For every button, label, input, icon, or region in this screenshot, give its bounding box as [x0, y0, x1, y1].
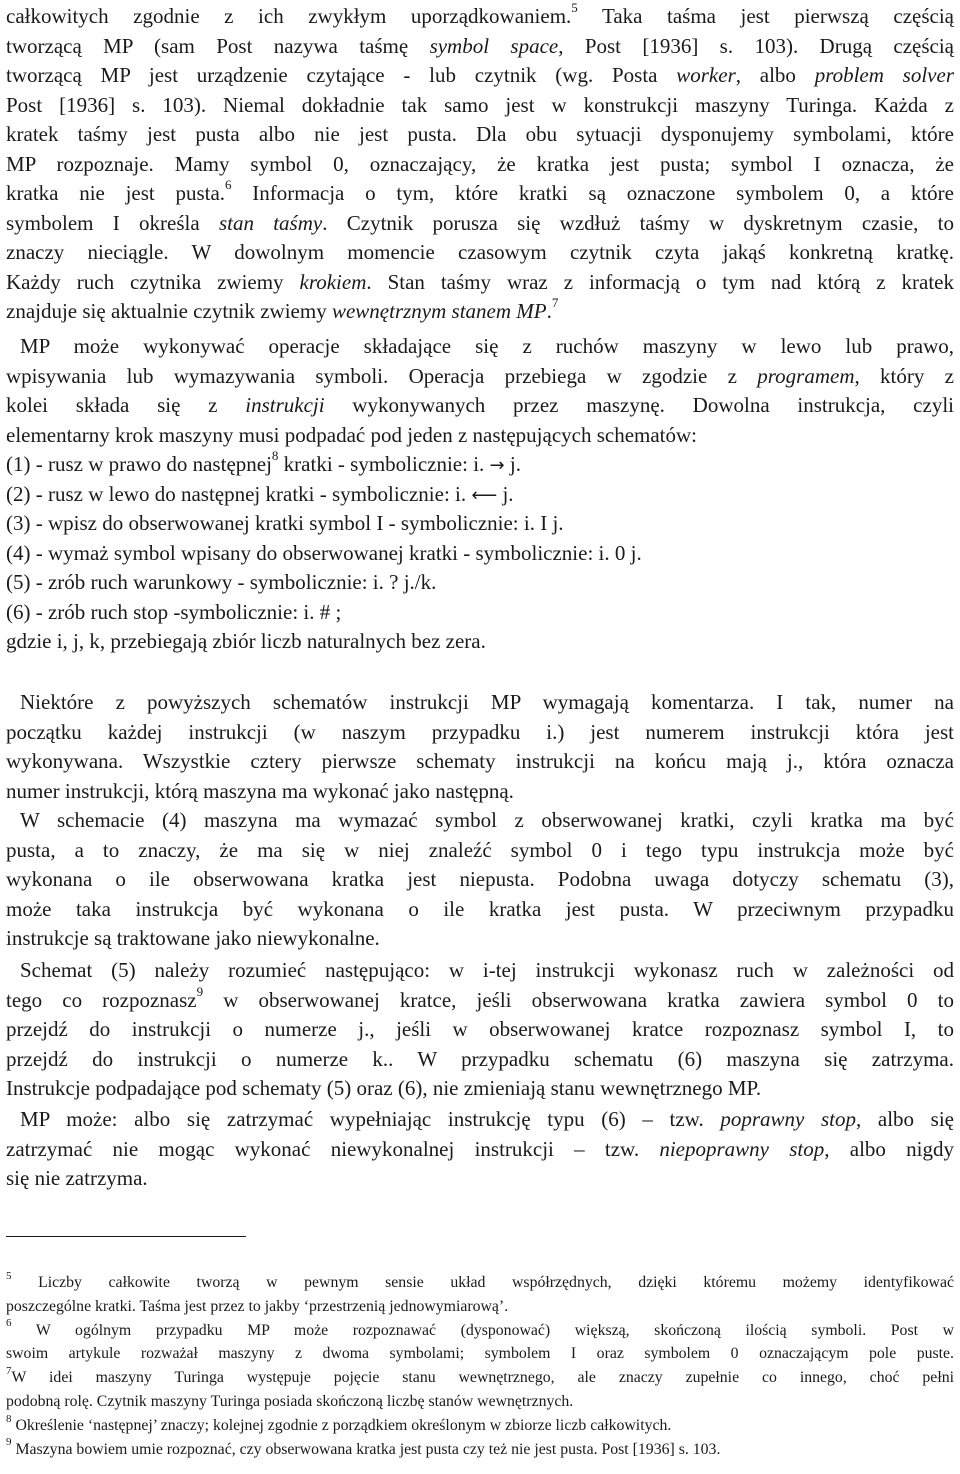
schema-item-4: (4) - wymaż symbol wpisany do obserwowanej kratki - symbolicznie: i. 0 j.: [6, 540, 642, 565]
text-line: MP rozpoznaje. Mamy symbol 0, oznaczający, że kratka jest pusta; symbol I oznacza, że: [6, 151, 954, 176]
footnote-9: $^9$ Maszyna bowiem umie rozpoznać, czy obserwowana kratka jest pusta czy też nie jest pusta. Post [1936] s. 103.: [6, 1436, 721, 1458]
text-line: Niektóre z powyższych schematów instrukcji MP wymagają komentarza. I tak, numer na: [20, 690, 954, 714]
text-line: początku każdej instrukcji (w naszym przypadku i.) jest numerem instrukcji która jest: [6, 719, 954, 744]
footnote-ref-7[interactable]: 7: [551, 295, 559, 310]
footnote-6: $^6$ W ogólnym przypadku MP może rozpoznawać (dysponować) większą, skończoną ilością symboli. Post w: [6, 1317, 954, 1339]
left-arrow-icon: ⟵: [471, 484, 498, 506]
paragraph-5: [6, 956, 954, 1104]
text-line: kratek taśmy jest pusta albo nie jest pusta. Dla obu sytuacji dysponujemy symbolami, które: [6, 122, 954, 146]
text-line: tworzącą MP jest urządzenie czytające - lub czytnik (wg. Posta worker, albo problem solver: [6, 63, 954, 87]
schema-note: gdzie i, j, k, przebiegają zbiór liczb naturalnych bez zera.: [6, 629, 486, 653]
text-line: MP może wykonywać operacje składające się z ruchów maszyny w lewo lub prawo,: [20, 334, 954, 358]
text-line: wykonywana. Wszystkie cztery pierwsze schematy instrukcji na końcu mają j., która oznacza: [6, 749, 954, 773]
footnote-ref-9[interactable]: 9: [196, 983, 204, 999]
footnote-5: $^5$ Liczby całkowite tworzą w pewnym sensie układ współrzędnych, dzięki któremu możemy identyfikować: [6, 1269, 954, 1291]
text-line: wykonana o ile obserwowana kratka jest niepusta. Podobna uwaga dotyczy schematu (3),: [6, 867, 954, 891]
schema-item-2: (2) - rusz w lewo do następnej kratki - symbolicznie: i. ⟵ j.: [6, 481, 514, 506]
footnotes: [6, 1271, 954, 1461]
text-line: instrukcje są traktowane jako niewykonalne.: [6, 926, 380, 950]
text-line: numer instrukcji, którą maszyna ma wykonać jako następną.: [6, 778, 514, 803]
instruction-schema-list: [6, 450, 954, 657]
text-line: się nie zatrzyma.: [6, 1166, 148, 1190]
right-arrow-icon: →: [489, 455, 505, 476]
footnote-ref-5[interactable]: 5: [571, 0, 578, 15]
footnote-ref-8[interactable]: 8: [271, 448, 279, 463]
text-line: pusta, a to znaczy, że ma się w niej znaleźć symbol 0 i tego typu instrukcja może być: [6, 837, 954, 862]
text-line: symbolem I określa stan taśmy. Czytnik porusza się wzdłuż taśmy w dyskretnym czasie, to: [6, 210, 955, 235]
footnote-7: $^7$W idei maszyny Turinga występuje pojęcie stanu wewnętrznego, ale znaczy zupełnie co innego, choć pełni: [6, 1364, 954, 1387]
footnote-5-cont: poszczególne kratki. Taśma jest przez to jakby ‘przestrzenią jednowymiarową’.: [6, 1297, 509, 1315]
paragraph-1: [6, 2, 954, 327]
paragraph-3: [6, 688, 954, 806]
text-line: tworzącą MP (sam Post nazywa taśmę symbol space, Post [1936] s. 103). Drugą częścią: [6, 33, 954, 58]
paragraph-2: [6, 332, 954, 450]
text-line: przejdź do instrukcji o numerze j., jeśli w obserwowanej kratce rozpoznasz symbol I, to: [6, 1017, 954, 1041]
text-line: wpisywania lub wymazywania symboli. Operacja przebiega w zgodzie z programem, który z: [6, 363, 954, 388]
text-line: znajduje się aktualnie czytnik zwiemy wewnętrznym stanem MP.$^7$: [6, 295, 559, 323]
schema-item-6: (6) - zrób ruch stop -symbolicznie: i. # ;: [6, 599, 342, 624]
footnote-7-cont: podobną rolę. Czytnik maszyny Turinga posiada skończoną liczbę stanów wewnętrznych.: [6, 1392, 574, 1410]
footnote-8: $^8$ Określenie ‘następnej’ znaczy; kolejnej zgodnie z porządkiem określonym w zbiorze liczb całkowitych.: [6, 1412, 672, 1434]
schema-item-1: (1) - rusz w prawo do następnej$^8$ kratki - symbolicznie: i. → j.: [6, 448, 521, 476]
text-line: tego co rozpoznasz$^9$ w obserwowanej kratce, jeśli obserwowana kratka zawiera symbol 0 to: [6, 983, 954, 1012]
text-line: przejdź do instrukcji o numerze k.. W przypadku schematu (6) maszyna się zatrzyma.: [6, 1046, 954, 1071]
text-line: Post [1936] s. 103). Niemal dokładnie tak samo jest w konstrukcji maszyny Turinga. Każda z: [6, 92, 954, 117]
footnote-separator: [6, 1236, 246, 1237]
text-line: Każdy ruch czytnika zwiemy krokiem. Stan taśmy wraz z informacją o tym nad którą z kratek: [6, 269, 955, 294]
text-line: W schemacie (4) maszyna ma wymazać symbol z obserwowanej kratki, czyli kratka ma być: [20, 808, 954, 832]
schema-item-3: (3) - wpisz do obserwowanej kratki symbol I - symbolicznie: i. I j.: [6, 511, 564, 535]
footnote-6-cont: swoim artykule rozważał maszyny z dwoma symbolami; symbolem I oraz symbolem 0 oznaczającym pole puste.: [6, 1345, 954, 1363]
paragraph-4: [6, 806, 954, 954]
text-line: całkowitych zgodnie z ich zwykłym uporządkowaniem.$^5$ Taka taśma jest pierwszą częścią: [6, 0, 954, 28]
text-line: MP może: albo się zatrzymać wypełniając instrukcję typu (6) – tzw. poprawny stop, albo się: [20, 1107, 954, 1131]
schema-item-5: (5) - zrób ruch warunkowy - symbolicznie: i. ? j./k.: [6, 570, 437, 594]
text-line: zatrzymać nie mogąc wykonać niewykonalnej instrukcji – tzw. niepoprawny stop, albo nigdy: [6, 1136, 954, 1161]
text-line: elementarny krok maszyny musi podpadać pod jeden z następujących schematów:: [6, 422, 698, 447]
paragraph-6: [6, 1105, 954, 1194]
text-line: Schemat (5) należy rozumieć następująco: w i-tej instrukcji wykonasz ruch w zależności od: [20, 958, 954, 982]
text-line: znaczy nieciągle. W dowolnym momencie czasowym czytnik czyta jakąś konkretną kratkę.: [6, 240, 954, 264]
text-line: Instrukcje podpadające pod schematy (5) oraz (6), nie zmieniają stanu wewnętrznego MP.: [6, 1076, 762, 1100]
text-line: kratka nie jest pusta.$^6$ Informacja o tym, które kratki są oznaczone symbolem 0, a które: [6, 177, 954, 205]
footnote-ref-6[interactable]: 6: [225, 177, 232, 192]
text-line: może taka instrukcja być wykonana o ile kratka jest pusta. W przeciwnym przypadku: [6, 896, 954, 921]
text-line: kolei składa się z instrukcji wykonywanych przez maszynę. Dowolna instrukcja, czyli: [6, 393, 954, 417]
